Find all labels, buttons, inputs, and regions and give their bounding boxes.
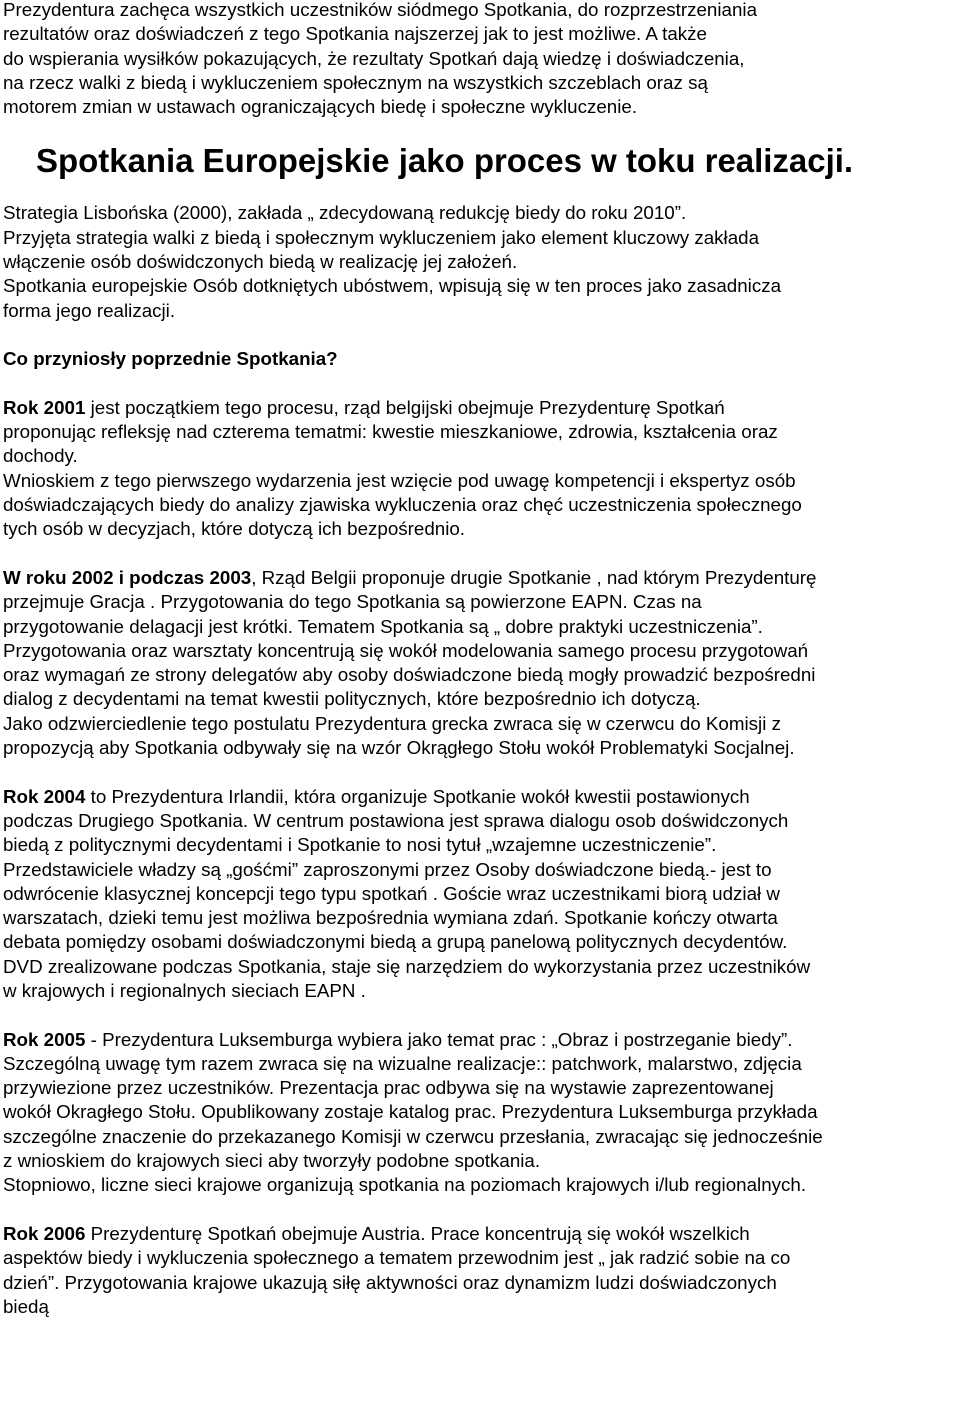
paragraph-2005 bbox=[3, 1028, 958, 1198]
paragraph-line: oraz wymagań ze strony delegatów aby osoby doświadczone biedą mogły prowadzić bezpośredni bbox=[3, 664, 816, 686]
strategy-line: włączenie osób doświdczonych biedą w realizację jej założeń. bbox=[3, 251, 518, 273]
paragraph-line: odwrócenie klasycznej koncepcji tego typu spotkań . Goście wraz uczestnikami biorą udział w bbox=[3, 882, 780, 904]
paragraph-line: przywiezione przez uczestników. Prezentacja prac odbywa się na wystawie zaprezentowanej bbox=[3, 1077, 774, 1099]
strategy-paragraph bbox=[3, 201, 958, 322]
paragraph-line: Wnioskiem z tego pierwszego wydarzenia jest wzięcie pod uwagę kompetencji i ekspertyz osób bbox=[3, 469, 796, 491]
intro-line: na rzecz walki z biedą i wykluczeniem społecznym na wszystkich szczeblach oraz są bbox=[3, 71, 708, 93]
paragraph-line: aspektów biedy i wykluczenia społecznego a tematem przewodnim jest „ jak radzić sobie na co bbox=[3, 1247, 791, 1269]
line-text: , Rząd Belgii proponuje drugie Spotkanie , nad którym Prezydenturę bbox=[251, 566, 817, 588]
paragraph-line: doświadczających biedy do analizy zjawiska wykluczenia oraz chęć uczestniczenia społecznego bbox=[3, 494, 802, 516]
intro-line: do wspierania wysiłków pokazujących, że rezultaty Spotkań dają wiedzę i doświadczenia, bbox=[3, 47, 745, 69]
paragraph-line: Jako odzwierciedlenie tego postulatu Prezydentura grecka zwraca się w czerwcu do Komisji z bbox=[3, 712, 781, 734]
paragraph-line: tych osób w decyzjach, które dotyczą ich bezpośrednio. bbox=[3, 518, 466, 540]
paragraph-line: biedą bbox=[3, 1295, 49, 1317]
paragraph-line: dochody. bbox=[3, 445, 78, 467]
year-label: Rok 2006 bbox=[3, 1222, 86, 1244]
paragraph-line: szczególne znaczenie do przekazanego Komisji w czerwcu przesłania, zwracając się jednocześnie bbox=[3, 1125, 823, 1147]
strategy-line: forma jego realizacji. bbox=[3, 299, 176, 321]
paragraph-line: propozycją aby Spotkania odbywały się na wzór Okrągłego Stołu wokół Problematyki Socjalnej. bbox=[3, 737, 795, 759]
paragraph-line: w krajowych i regionalnych sieciach EAPN . bbox=[3, 979, 366, 1001]
paragraph-line: warszatach, dzieki temu jest możliwa bezpośrednia wymiana zdań. Spotkanie kończy otwarta bbox=[3, 907, 778, 929]
paragraph-line: dialog z decydentami na temat kwestii politycznych, które bezpośrednio ich dotyczą. bbox=[3, 688, 701, 710]
section-heading: Spotkania Europejskie jako proces w toku realizacji. bbox=[36, 142, 854, 180]
paragraph-line: Przygotowania oraz warsztaty koncentrują się wokół modelowania samego procesu przygotowań bbox=[3, 639, 809, 661]
intro-line: Prezydentura zachęca wszystkich uczestników siódmego Spotkania, do rozprzestrzeniania bbox=[3, 0, 758, 20]
document-page bbox=[3, 0, 958, 1319]
paragraph-first-line bbox=[3, 785, 957, 809]
paragraph-line: Stopniowo, liczne sieci krajowe organizują spotkania na poziomach krajowych i/lub regionalnych. bbox=[3, 1174, 807, 1196]
year-label: Rok 2001 bbox=[3, 396, 86, 418]
paragraph-line: podczas Drugiego Spotkania. W centrum postawiona jest sprawa dialogu osob doświdczonych bbox=[3, 809, 789, 831]
paragraph-first-line bbox=[3, 566, 957, 590]
intro-line: rezultatów oraz doświadczeń z tego Spotkania najszerzej jak to jest możliwe. A także bbox=[3, 23, 707, 45]
paragraph-line: debata pomiędzy osobami doświadczonymi biedą a grupą panelową politycznych decydentów. bbox=[3, 931, 788, 953]
paragraph-line: dzień”. Przygotowania krajowe ukazują siłę aktywności oraz dynamizm ludzi doświadczonych bbox=[3, 1271, 777, 1293]
paragraph-2006 bbox=[3, 1222, 958, 1319]
strategy-line: Strategia Lisbońska (2000), zakłada „ zdecydowaną redukcję biedy do roku 2010”. bbox=[3, 202, 687, 224]
paragraph-line: DVD zrealizowane podczas Spotkania, staje się narzędziem do wykorzystania przez uczestników bbox=[3, 955, 811, 977]
strategy-line: Spotkania europejskie Osób dotkniętych ubóstwem, wpisują się w ten proces jako zasadnicza bbox=[3, 275, 782, 297]
year-label: W roku 2002 i podczas 2003 bbox=[3, 566, 252, 588]
line-text: jest początkiem tego procesu, rząd belgijski obejmuje Prezydenturę Spotkań bbox=[85, 396, 725, 418]
paragraph-line: Szczególną uwagę tym razem zwraca się na wizualne realizacje:: patchwork, malarstwo, zdjęcia bbox=[3, 1052, 802, 1074]
line-text: - Prezydentura Luksemburga wybiera jako temat prac : „Obraz i postrzeganie biedy”. bbox=[85, 1028, 793, 1050]
paragraph-line: przygotowanie delagacji jest krótki. Tematem Spotkania są „ dobre praktyki uczestniczenia”. bbox=[3, 615, 763, 637]
strategy-line: Przyjęta strategia walki z biedą i społecznym wykluczeniem jako element kluczowy zakłada bbox=[3, 226, 760, 248]
paragraph-line: Przedstawiciele władzy są „gośćmi” zaproszonymi przez Osoby doświadczone biedą.- jest to bbox=[3, 858, 772, 880]
intro-paragraph bbox=[3, 0, 958, 119]
paragraph-2002 bbox=[3, 566, 958, 760]
paragraph-first-line bbox=[3, 1028, 957, 1052]
year-label: Rok 2005 bbox=[3, 1028, 86, 1050]
line-text: to Prezydentura Irlandii, która organizuje Spotkanie wokół kwestii postawionych bbox=[85, 785, 750, 807]
year-label: Rok 2004 bbox=[3, 785, 86, 807]
paragraph-first-line bbox=[3, 1222, 957, 1246]
paragraph-line: proponując refleksję nad czterema tematmi: kwestie mieszkaniowe, zdrowia, kształcenia oraz bbox=[3, 421, 778, 443]
paragraph-2001 bbox=[3, 396, 958, 542]
subheading: Co przyniosły poprzednie Spotkania? bbox=[3, 348, 338, 370]
paragraph-line: wokół Okragłego Stołu. Opublikowany zostaje katalog prac. Prezydentura Luksemburga przykłada bbox=[3, 1101, 818, 1123]
intro-line: motorem zmian w ustawach ograniczających biedę i społeczne wykluczenie. bbox=[3, 96, 638, 118]
paragraph-first-line bbox=[3, 396, 957, 420]
line-text: Prezydenturę Spotkań obejmuje Austria. Prace koncentrują się wokół wszelkich bbox=[85, 1222, 750, 1244]
paragraph-2004 bbox=[3, 785, 958, 1004]
paragraph-line: biedą z politycznymi decydentami i Spotkanie to nosi tytuł „wzajemne uczestniczenie”. bbox=[3, 834, 717, 856]
paragraph-line: przejmuje Gracja . Przygotowania do tego Spotkania są powierzone EAPN. Czas na bbox=[3, 591, 702, 613]
paragraph-line: z wnioskiem do krajowych sieci aby tworzyły podobne spotkania. bbox=[3, 1150, 541, 1172]
